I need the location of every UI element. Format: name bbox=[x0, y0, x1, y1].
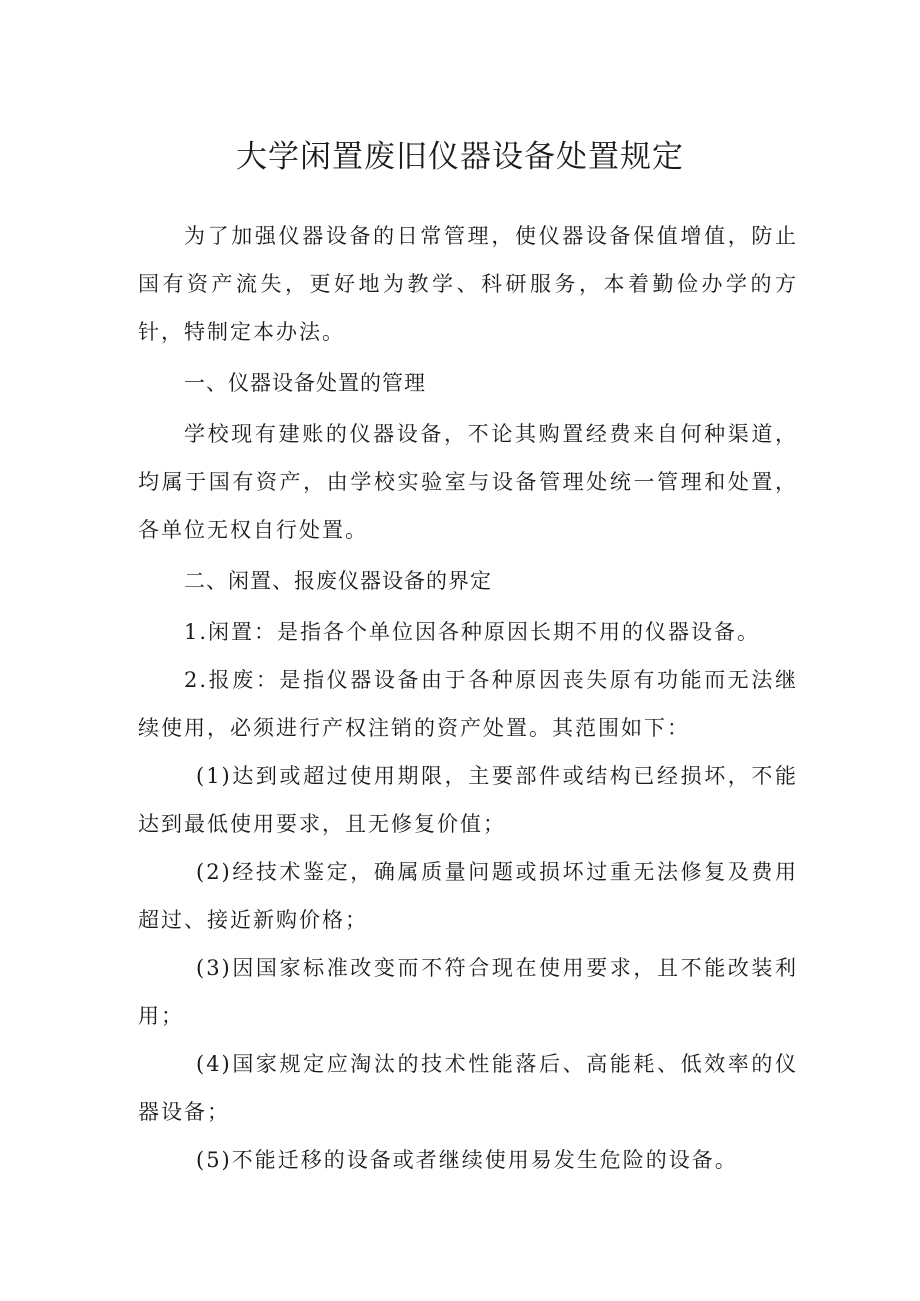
scrap-criterion-item: (1)达到或超过使用期限，主要部件或结构已经损坏，不能达到最低使用要求，且无修复价值； bbox=[138, 764, 798, 836]
scrap-criterion-item: (3)因国家标准改变而不符合现在使用要求，且不能改装利用； bbox=[138, 956, 798, 1028]
scrap-criterion-item: (4)国家规定应淘汰的技术性能落后、高能耗、低效率的仪器设备； bbox=[138, 1052, 798, 1124]
intro-paragraph: 为了加强仪器设备的日常管理，使仪器设备保值增值，防止国有资产流失，更好地为教学、科研服务，本着勤俭办学的方针，特制定本办法。 bbox=[138, 224, 798, 344]
management-paragraph: 学校现有建账的仪器设备，不论其购置经费来自何种渠道，均属于国有资产，由学校实验室与设备管理处统一管理和处置，各单位无权自行处置。 bbox=[138, 422, 798, 542]
section-heading-management: 一、仪器设备处置的管理 bbox=[184, 371, 426, 395]
scrap-criterion-item: (2)经技术鉴定，确属质量问题或损坏过重无法修复及费用超过、接近新购价格； bbox=[138, 860, 798, 932]
document-title: 大学闲置废旧仪器设备处置规定 bbox=[236, 139, 684, 175]
definition-idle-paragraph: 1.闲置：是指各个单位因各种原因长期不用的仪器设备。 bbox=[184, 620, 761, 644]
definition-scrap-paragraph: 2.报废：是指仪器设备由于各种原因丧失原有功能而无法继续使用，必须进行产权注销的资产处置。其范围如下： bbox=[138, 668, 798, 740]
scrap-criterion-item: (5)不能迁移的设备或者继续使用易发生危险的设备。 bbox=[196, 1148, 738, 1172]
document-body bbox=[138, 212, 798, 1184]
section-heading-definition: 二、闲置、报废仪器设备的界定 bbox=[184, 569, 492, 593]
